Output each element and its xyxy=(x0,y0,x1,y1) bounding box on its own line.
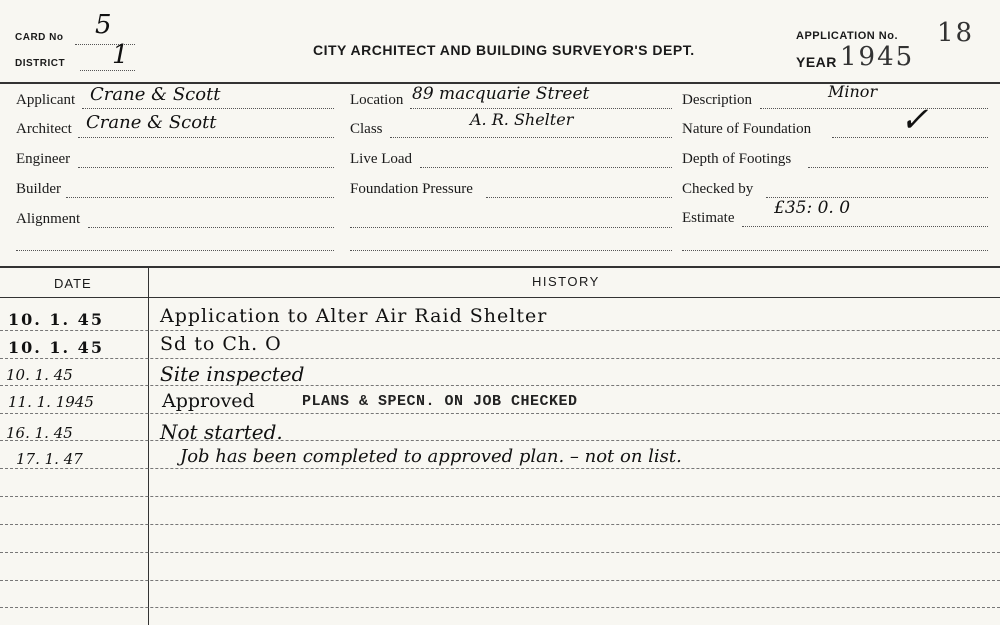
row-history-text: Approved xyxy=(162,390,255,412)
row-history-text: Job has been completed to approved plan. – not on list. xyxy=(180,446,682,467)
application-no-label: APPLICATION No. xyxy=(796,30,899,42)
row-date: 16. 1. 45 xyxy=(6,424,73,442)
description-value: Minor xyxy=(828,82,878,101)
row-history-text: Not started. xyxy=(160,420,283,444)
row-date: 10. 1. 45 xyxy=(8,310,104,329)
history-header: HISTORY xyxy=(532,274,600,289)
engineer-label: Engineer xyxy=(16,151,71,167)
date-column-divider xyxy=(148,266,149,625)
builder-label: Builder xyxy=(16,181,61,197)
estimate-value: £35: 0. 0 xyxy=(774,198,851,218)
alignment-label: Alignment xyxy=(16,211,81,227)
foundation-pressure-label: Foundation Pressure xyxy=(350,181,473,197)
card-no-label: CARD No xyxy=(15,32,64,43)
approval-stamp: PLANS & SPECN. ON JOB CHECKED xyxy=(302,393,578,410)
nature-of-foundation-label: Nature of Foundation xyxy=(682,121,812,137)
history-top-rule xyxy=(0,266,1000,268)
description-label: Description xyxy=(682,92,752,108)
estimate-label: Estimate xyxy=(682,210,735,226)
row-history-text: Sd to Ch. O xyxy=(160,333,282,355)
district-label: DISTRICT xyxy=(15,58,66,69)
date-header: DATE xyxy=(54,276,92,291)
history-header-rule xyxy=(0,297,1000,298)
depth-of-footings-label: Depth of Footings xyxy=(682,151,792,167)
architect-label: Architect xyxy=(16,121,72,137)
checked-by-label: Checked by xyxy=(682,181,754,197)
application-no-value: 18 xyxy=(937,18,975,48)
architect-value: Crane & Scott xyxy=(86,112,217,133)
year-value: 1945 xyxy=(840,42,915,72)
applicant-value: Crane & Scott xyxy=(90,84,221,105)
row-date: 11. 1. 1945 xyxy=(8,393,94,411)
row-date: 10. 1. 45 xyxy=(8,338,104,357)
nature-check-mark: ✓ xyxy=(900,100,929,140)
year-label: YEAR xyxy=(796,54,837,70)
row-history-text: Application to Alter Air Raid Shelter xyxy=(160,305,548,327)
location-value: 89 macquarie Street xyxy=(412,84,590,104)
row-history-text: Site inspected xyxy=(160,362,305,386)
applicant-label: Applicant xyxy=(16,92,76,108)
class-value: A. R. Shelter xyxy=(470,110,574,129)
card-no-value: 5 xyxy=(95,10,112,40)
live-load-label: Live Load xyxy=(350,151,413,167)
district-value: 1 xyxy=(112,40,129,70)
location-label: Location xyxy=(350,92,404,108)
row-date: 17. 1. 47 xyxy=(16,450,83,468)
class-label: Class xyxy=(350,121,383,137)
department-title: CITY ARCHITECT AND BUILDING SURVEYOR'S DEPT. xyxy=(313,42,695,58)
row-date: 10. 1. 45 xyxy=(6,366,73,384)
